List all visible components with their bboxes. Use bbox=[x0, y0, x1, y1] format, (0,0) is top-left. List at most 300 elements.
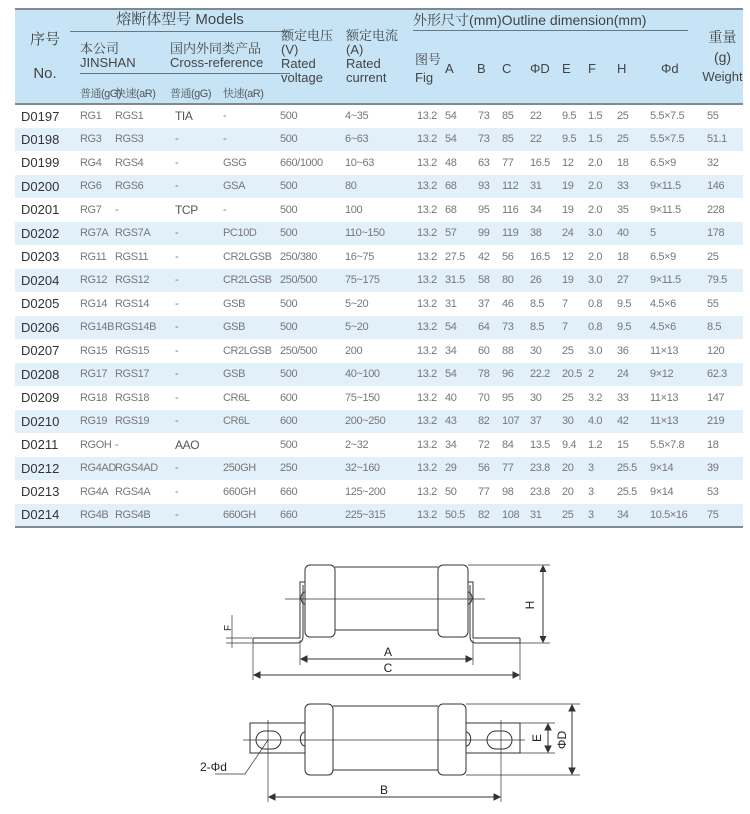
cell-fig: 13.2 bbox=[417, 180, 437, 193]
header-outline-label: 外形尺寸(mm)Outline dimension(mm) bbox=[413, 13, 688, 31]
header-gg-cross: 普通(gG) bbox=[170, 87, 211, 100]
cell-current: 75~175 bbox=[345, 274, 380, 287]
cell-no: D0200 bbox=[21, 178, 60, 194]
cell-phid: 22 bbox=[530, 110, 542, 123]
cell-cross-gg: - bbox=[175, 462, 179, 475]
cell-c: 84 bbox=[502, 438, 514, 451]
cell-weight: 120 bbox=[707, 344, 725, 357]
weight-en: Weight bbox=[702, 68, 743, 84]
cell-h: 25 bbox=[617, 110, 629, 123]
cell-current: 32~160 bbox=[345, 462, 380, 475]
cell-cross-ar: CR6L bbox=[223, 391, 250, 404]
cell-h: 33 bbox=[617, 391, 629, 404]
cell-no: D0204 bbox=[21, 272, 60, 288]
header-dim-a: A bbox=[445, 60, 454, 76]
cell-e: 12 bbox=[562, 156, 574, 169]
cell-b: 82 bbox=[478, 508, 490, 521]
cell-h: 15 bbox=[617, 438, 629, 451]
fig-en: Fig bbox=[415, 69, 434, 85]
cell-cross-ar: PC10D bbox=[223, 227, 257, 240]
cell-cross-gg: - bbox=[175, 156, 179, 169]
dim-label-c: C bbox=[383, 661, 393, 675]
cell-fig: 13.2 bbox=[417, 462, 437, 475]
cell-weight: 55 bbox=[707, 297, 719, 310]
cell-no: D0207 bbox=[21, 343, 60, 359]
cell-h: 18 bbox=[617, 250, 629, 263]
cell-jinshan-gg: RG4A bbox=[80, 485, 109, 498]
cell-e: 7 bbox=[562, 321, 568, 334]
cell-h: 36 bbox=[617, 344, 629, 357]
cell-f: 3 bbox=[588, 462, 594, 475]
cell-c: 119 bbox=[502, 227, 519, 240]
cell-weight: 39 bbox=[707, 462, 719, 475]
cell-f: 1.5 bbox=[588, 133, 603, 146]
cell-h: 25.5 bbox=[617, 462, 637, 475]
cell-phid: 37 bbox=[530, 415, 542, 428]
cell-c: 73 bbox=[502, 321, 514, 334]
cell-phid-small: 9×11.5 bbox=[650, 180, 681, 193]
cell-fig: 13.2 bbox=[417, 508, 437, 521]
cell-c: 95 bbox=[502, 391, 514, 404]
cell-h: 34 bbox=[617, 508, 629, 521]
cell-cross-ar: GSB bbox=[223, 297, 246, 310]
cell-c: 85 bbox=[502, 110, 514, 123]
cell-jinshan-ar: - bbox=[115, 438, 119, 451]
cell-b: 82 bbox=[478, 415, 490, 428]
cell-phid-small: 5.5×7.8 bbox=[650, 438, 685, 451]
cell-a: 50 bbox=[445, 485, 457, 498]
cell-cross-ar: 660GH bbox=[223, 485, 256, 498]
cell-a: 68 bbox=[445, 203, 457, 216]
cell-current: 110~150 bbox=[345, 227, 385, 240]
cell-jinshan-ar: RGS17 bbox=[115, 368, 150, 381]
current-cn: 额定电流 bbox=[346, 27, 399, 43]
cell-phid-small: 4.5×6 bbox=[650, 321, 676, 334]
cell-cross-gg: - bbox=[175, 274, 179, 287]
cell-weight: 53 bbox=[707, 485, 719, 498]
cell-a: 54 bbox=[445, 368, 457, 381]
cell-jinshan-gg: RG14 bbox=[80, 297, 108, 310]
cell-jinshan-gg: RG19 bbox=[80, 415, 108, 428]
cell-current: 6~63 bbox=[345, 133, 369, 146]
cell-a: 57 bbox=[445, 227, 457, 240]
cell-voltage: 500 bbox=[280, 297, 298, 310]
cell-voltage: 250/500 bbox=[280, 344, 317, 357]
dim-label-f: F bbox=[223, 624, 234, 632]
cell-phid: 23.8 bbox=[530, 485, 550, 498]
cell-phid-small: 9×14 bbox=[650, 485, 674, 498]
cell-no: D0198 bbox=[21, 131, 60, 147]
cell-phid: 31 bbox=[530, 180, 542, 193]
cell-c: 88 bbox=[502, 344, 514, 357]
cell-phid-small: 6.5×9 bbox=[650, 156, 676, 169]
cell-jinshan-ar: RGS14B bbox=[115, 321, 157, 334]
cell-e: 24 bbox=[562, 227, 574, 240]
cell-f: 3.0 bbox=[588, 227, 603, 240]
cell-h: 42 bbox=[617, 415, 629, 428]
cell-a: 43 bbox=[445, 415, 457, 428]
cell-no: D0203 bbox=[21, 249, 60, 265]
cell-b: 73 bbox=[478, 110, 490, 123]
cell-no: D0205 bbox=[21, 296, 60, 312]
dim-label-phid: ΦD bbox=[555, 730, 569, 750]
cell-fig: 13.2 bbox=[417, 297, 437, 310]
cell-current: 225~315 bbox=[345, 508, 386, 521]
cell-no: D0209 bbox=[21, 390, 60, 406]
header-dim-f: F bbox=[588, 60, 596, 76]
cell-cross-gg: - bbox=[175, 180, 179, 193]
cell-h: 27 bbox=[617, 274, 629, 287]
cell-c: 107 bbox=[502, 415, 520, 428]
cell-fig: 13.2 bbox=[417, 250, 437, 263]
cell-e: 9.5 bbox=[562, 110, 577, 123]
cell-voltage: 500 bbox=[280, 438, 298, 451]
cell-cross-ar: CR2LGSB bbox=[223, 250, 272, 263]
cell-phid-small: 11×13 bbox=[650, 391, 679, 404]
cell-voltage: 500 bbox=[280, 368, 298, 381]
cell-a: 54 bbox=[445, 133, 457, 146]
cell-voltage: 500 bbox=[280, 133, 298, 146]
cell-fig: 13.2 bbox=[417, 368, 437, 381]
cell-f: 2 bbox=[588, 368, 594, 381]
cell-phid-small: 11×13 bbox=[650, 415, 679, 428]
voltage-en2: voltage bbox=[281, 69, 323, 85]
cell-current: 40~100 bbox=[345, 368, 380, 381]
cell-phid: 26 bbox=[530, 274, 542, 287]
cell-jinshan-ar: RGS4B bbox=[115, 508, 151, 521]
cell-phid: 13.5 bbox=[530, 438, 550, 451]
cell-voltage: 500 bbox=[280, 203, 298, 216]
header-no-en: No. bbox=[33, 64, 57, 82]
cell-cross-gg: - bbox=[175, 508, 179, 521]
cell-c: 56 bbox=[502, 250, 514, 263]
cell-cross-gg: TCP bbox=[175, 202, 198, 217]
cell-fig: 13.2 bbox=[417, 156, 437, 169]
cell-fig: 13.2 bbox=[417, 391, 437, 404]
header-no-cn: 序号 bbox=[29, 30, 60, 48]
cell-fig: 13.2 bbox=[417, 274, 437, 287]
cell-phid-small: 5 bbox=[650, 227, 656, 240]
cell-e: 20 bbox=[562, 485, 574, 498]
cell-f: 0.8 bbox=[588, 297, 603, 310]
header-dim-e: E bbox=[562, 60, 571, 76]
cell-jinshan-ar: RGS11 bbox=[115, 250, 149, 263]
cell-current: 80 bbox=[345, 180, 357, 193]
cell-a: 31 bbox=[445, 297, 457, 310]
cell-cross-gg: - bbox=[175, 133, 179, 146]
cell-cross-ar: 250GH bbox=[223, 462, 256, 475]
cell-f: 1.5 bbox=[588, 110, 603, 123]
jinshan-en: JINSHAN bbox=[80, 55, 136, 70]
cell-h: 25 bbox=[617, 133, 629, 146]
cell-b: 64 bbox=[478, 321, 490, 334]
cell-a: 34 bbox=[445, 344, 457, 357]
cell-h: 35 bbox=[617, 203, 629, 216]
cell-jinshan-gg: RG11 bbox=[80, 250, 107, 263]
cell-phid-small: 9×11.5 bbox=[650, 274, 681, 287]
cell-phid-small: 5.5×7.5 bbox=[650, 110, 685, 123]
cell-jinshan-ar: RGS12 bbox=[115, 274, 150, 287]
voltage-en1: Rated bbox=[281, 55, 316, 71]
cell-jinshan-gg: RG4B bbox=[80, 508, 109, 521]
cell-h: 25.5 bbox=[617, 485, 637, 498]
cell-jinshan-ar: RGS14 bbox=[115, 297, 150, 310]
cell-no: D0197 bbox=[21, 108, 60, 124]
cell-weight: 79.5 bbox=[707, 274, 727, 287]
cell-e: 30 bbox=[562, 415, 574, 428]
cell-current: 125~200 bbox=[345, 485, 386, 498]
cell-jinshan-ar: - bbox=[115, 203, 119, 216]
cell-f: 3 bbox=[588, 485, 594, 498]
cell-jinshan-ar: RGS1 bbox=[115, 110, 144, 123]
cell-c: 112 bbox=[502, 180, 519, 193]
cell-a: 27.5 bbox=[445, 250, 465, 263]
cell-no: D0208 bbox=[21, 366, 60, 382]
cell-jinshan-gg: RG1 bbox=[80, 110, 102, 123]
cell-cross-ar: GSA bbox=[223, 180, 246, 193]
cell-jinshan-gg: RG12 bbox=[80, 274, 108, 287]
cell-phid: 8.5 bbox=[530, 297, 545, 310]
cell-phid-small: 9×11.5 bbox=[650, 203, 681, 216]
cell-jinshan-gg: RGOH bbox=[80, 438, 112, 451]
cell-b: 72 bbox=[478, 438, 490, 451]
cell-cross-ar: - bbox=[223, 203, 227, 216]
cell-b: 58 bbox=[478, 274, 490, 287]
cell-no: D0206 bbox=[21, 319, 60, 335]
cell-a: 29 bbox=[445, 462, 457, 475]
cell-current: 100 bbox=[345, 203, 363, 216]
cell-phid: 23.8 bbox=[530, 462, 550, 475]
cell-h: 18 bbox=[617, 156, 629, 169]
cell-phid-small: 9×12 bbox=[650, 368, 674, 381]
cell-jinshan-gg: RG18 bbox=[80, 391, 108, 404]
cell-f: 2.0 bbox=[588, 250, 603, 263]
cell-c: 98 bbox=[502, 485, 514, 498]
cell-current: 16~75 bbox=[345, 250, 374, 263]
cell-phid-small: 6.5×9 bbox=[650, 250, 676, 263]
cell-current: 200~250 bbox=[345, 415, 386, 428]
cell-f: 3.0 bbox=[588, 344, 603, 357]
cell-b: 60 bbox=[478, 344, 490, 357]
cell-no: D0211 bbox=[21, 437, 59, 453]
cell-h: 33 bbox=[617, 180, 629, 193]
cell-b: 70 bbox=[478, 391, 490, 404]
cell-fig: 13.2 bbox=[417, 438, 437, 451]
fig-cn: 图号 bbox=[415, 51, 442, 67]
cell-e: 20.5 bbox=[562, 368, 582, 381]
cell-cross-ar: CR2LGSB bbox=[223, 344, 272, 357]
cell-cross-ar: CR6L bbox=[223, 415, 250, 428]
cell-phid: 16.5 bbox=[530, 156, 550, 169]
cell-weight: 75 bbox=[707, 508, 719, 521]
dim-label-e: E bbox=[530, 733, 544, 743]
cell-b: 56 bbox=[478, 462, 490, 475]
cell-e: 9.5 bbox=[562, 133, 577, 146]
cell-h: 9.5 bbox=[617, 321, 632, 334]
header-dim-b: B bbox=[477, 60, 486, 76]
cell-no: D0201 bbox=[21, 202, 60, 218]
cell-phid-small: 11×13 bbox=[650, 344, 679, 357]
cell-e: 7 bbox=[562, 297, 568, 310]
dim-label-a: A bbox=[383, 645, 393, 659]
cell-jinshan-ar: RGS6 bbox=[115, 180, 144, 193]
cell-b: 63 bbox=[478, 156, 490, 169]
cell-weight: 147 bbox=[707, 391, 725, 404]
cell-c: 80 bbox=[502, 274, 514, 287]
cell-fig: 13.2 bbox=[417, 415, 437, 428]
cell-e: 9.4 bbox=[562, 438, 577, 451]
cell-current: 2~32 bbox=[345, 438, 369, 451]
cell-cross-gg: - bbox=[175, 391, 179, 404]
cell-weight: 18 bbox=[707, 438, 719, 451]
current-unit: (A) bbox=[346, 41, 364, 57]
cell-voltage: 660 bbox=[280, 508, 298, 521]
cell-e: 25 bbox=[562, 508, 574, 521]
cell-weight: 146 bbox=[707, 180, 725, 193]
cell-weight: 228 bbox=[707, 203, 725, 216]
cell-c: 77 bbox=[502, 462, 514, 475]
cell-current: 4~35 bbox=[345, 110, 369, 123]
cell-e: 19 bbox=[562, 180, 574, 193]
cell-voltage: 250 bbox=[280, 462, 298, 475]
cell-voltage: 500 bbox=[280, 321, 298, 334]
cell-fig: 13.2 bbox=[417, 227, 437, 240]
voltage-cn: 额定电压 bbox=[281, 27, 334, 43]
cell-phid: 30 bbox=[530, 391, 542, 404]
cell-c: 116 bbox=[502, 203, 519, 216]
cell-a: 68 bbox=[445, 180, 457, 193]
cell-c: 77 bbox=[502, 156, 514, 169]
weight-cn: 重量 bbox=[708, 28, 737, 45]
cell-cross-gg: - bbox=[175, 485, 179, 498]
cell-a: 40 bbox=[445, 391, 457, 404]
cell-jinshan-ar: RGS4 bbox=[115, 156, 144, 169]
cell-jinshan-gg: RG7 bbox=[80, 203, 102, 216]
cell-b: 42 bbox=[478, 250, 490, 263]
header-ar-cross: 快速(aR) bbox=[223, 87, 264, 100]
cell-f: 2.0 bbox=[588, 156, 603, 169]
cell-no: D0202 bbox=[21, 225, 60, 241]
cell-voltage: 500 bbox=[280, 110, 298, 123]
cell-voltage: 500 bbox=[280, 180, 298, 193]
cell-phid-small: 10.5×16 bbox=[650, 508, 688, 521]
cell-phid-small: 5.5×7.5 bbox=[650, 133, 685, 146]
cell-jinshan-ar: RGS4A bbox=[115, 485, 151, 498]
cell-fig: 13.2 bbox=[417, 344, 437, 357]
cell-cross-gg: - bbox=[175, 250, 179, 263]
header-dim-phid-small: Φd bbox=[661, 60, 679, 76]
weight-unit: (g) bbox=[713, 48, 732, 65]
cell-voltage: 250/380 bbox=[280, 250, 317, 263]
cell-e: 20 bbox=[562, 462, 574, 475]
cell-cross-gg: - bbox=[175, 227, 179, 240]
cell-e: 25 bbox=[562, 391, 574, 404]
cell-phid: 8.5 bbox=[530, 321, 545, 334]
cell-jinshan-ar: RGS19 bbox=[115, 415, 150, 428]
cell-phid: 22 bbox=[530, 133, 542, 146]
cell-b: 93 bbox=[478, 180, 490, 193]
cell-f: 3.0 bbox=[588, 274, 603, 287]
cell-jinshan-ar: RGS4AD bbox=[115, 462, 158, 475]
cell-b: 78 bbox=[478, 368, 490, 381]
cell-e: 19 bbox=[562, 203, 574, 216]
cell-fig: 13.2 bbox=[417, 133, 437, 146]
cell-phid-small: 4.5×6 bbox=[650, 297, 676, 310]
cell-c: 96 bbox=[502, 368, 514, 381]
dim-label-holes: 2-Φd bbox=[200, 760, 227, 774]
cell-e: 19 bbox=[562, 274, 574, 287]
cell-jinshan-gg: RG3 bbox=[80, 133, 102, 146]
cell-e: 25 bbox=[562, 344, 574, 357]
current-en1: Rated bbox=[346, 55, 381, 71]
cell-phid: 16.5 bbox=[530, 250, 550, 263]
cell-jinshan-gg: RG17 bbox=[80, 368, 108, 381]
cell-voltage: 600 bbox=[280, 391, 298, 404]
cell-jinshan-ar: RGS18 bbox=[115, 391, 150, 404]
cell-f: 2.0 bbox=[588, 180, 603, 193]
cell-jinshan-ar: RGS3 bbox=[115, 133, 144, 146]
cell-cross-gg: - bbox=[175, 321, 179, 334]
dim-label-b: B bbox=[379, 783, 389, 797]
cell-a: 54 bbox=[445, 110, 457, 123]
header-ar-jinshan: 快速(aR) bbox=[115, 87, 156, 100]
header-models-label: 熔断体型号 Models bbox=[70, 13, 290, 32]
header-gg-jinshan: 普通(gG) bbox=[80, 87, 121, 100]
cell-jinshan-gg: RG14B bbox=[80, 321, 115, 334]
cell-fig: 13.2 bbox=[417, 110, 437, 123]
cell-weight: 51.1 bbox=[707, 133, 727, 146]
current-en2: current bbox=[346, 69, 387, 85]
cell-cross-gg: - bbox=[175, 415, 179, 428]
cell-cross-ar: GSB bbox=[223, 368, 246, 381]
cell-a: 31.5 bbox=[445, 274, 465, 287]
cell-no: D0214 bbox=[21, 507, 60, 523]
cross-en: Cross-reference bbox=[170, 55, 264, 70]
cell-c: 85 bbox=[502, 133, 514, 146]
cell-phid: 22.2 bbox=[530, 368, 550, 381]
cell-b: 95 bbox=[478, 203, 490, 216]
cell-phid: 31 bbox=[530, 508, 542, 521]
cell-weight: 62.3 bbox=[707, 368, 727, 381]
cell-voltage: 500 bbox=[280, 227, 298, 240]
cell-current: 10~63 bbox=[345, 156, 374, 169]
cell-cross-gg: - bbox=[175, 344, 179, 357]
cell-no: D0213 bbox=[21, 484, 60, 500]
cell-current: 5~20 bbox=[345, 297, 369, 310]
cell-jinshan-ar: RGS7A bbox=[115, 227, 151, 240]
cell-fig: 13.2 bbox=[417, 203, 437, 216]
cross-cn: 国内外同类产品 bbox=[170, 41, 262, 56]
cell-f: 0.8 bbox=[588, 321, 603, 334]
cell-b: 99 bbox=[478, 227, 490, 240]
cell-cross-ar: - bbox=[223, 110, 227, 123]
cell-c: 46 bbox=[502, 297, 514, 310]
cell-current: 5~20 bbox=[345, 321, 369, 334]
cell-cross-gg: AAO bbox=[175, 437, 200, 452]
cell-cross-ar: 660GH bbox=[223, 508, 256, 521]
cell-jinshan-gg: RG4AD bbox=[80, 462, 116, 475]
cell-phid: 38 bbox=[530, 227, 542, 240]
cell-no: D0210 bbox=[21, 413, 60, 429]
cell-current: 200 bbox=[345, 344, 363, 357]
cell-no: D0199 bbox=[21, 155, 60, 171]
cell-cross-ar: - bbox=[223, 133, 227, 146]
cell-f: 3 bbox=[588, 508, 594, 521]
cell-jinshan-gg: RG7A bbox=[80, 227, 109, 240]
cell-cross-gg: - bbox=[175, 297, 179, 310]
cell-weight: 178 bbox=[707, 227, 725, 240]
cell-fig: 13.2 bbox=[417, 321, 437, 334]
